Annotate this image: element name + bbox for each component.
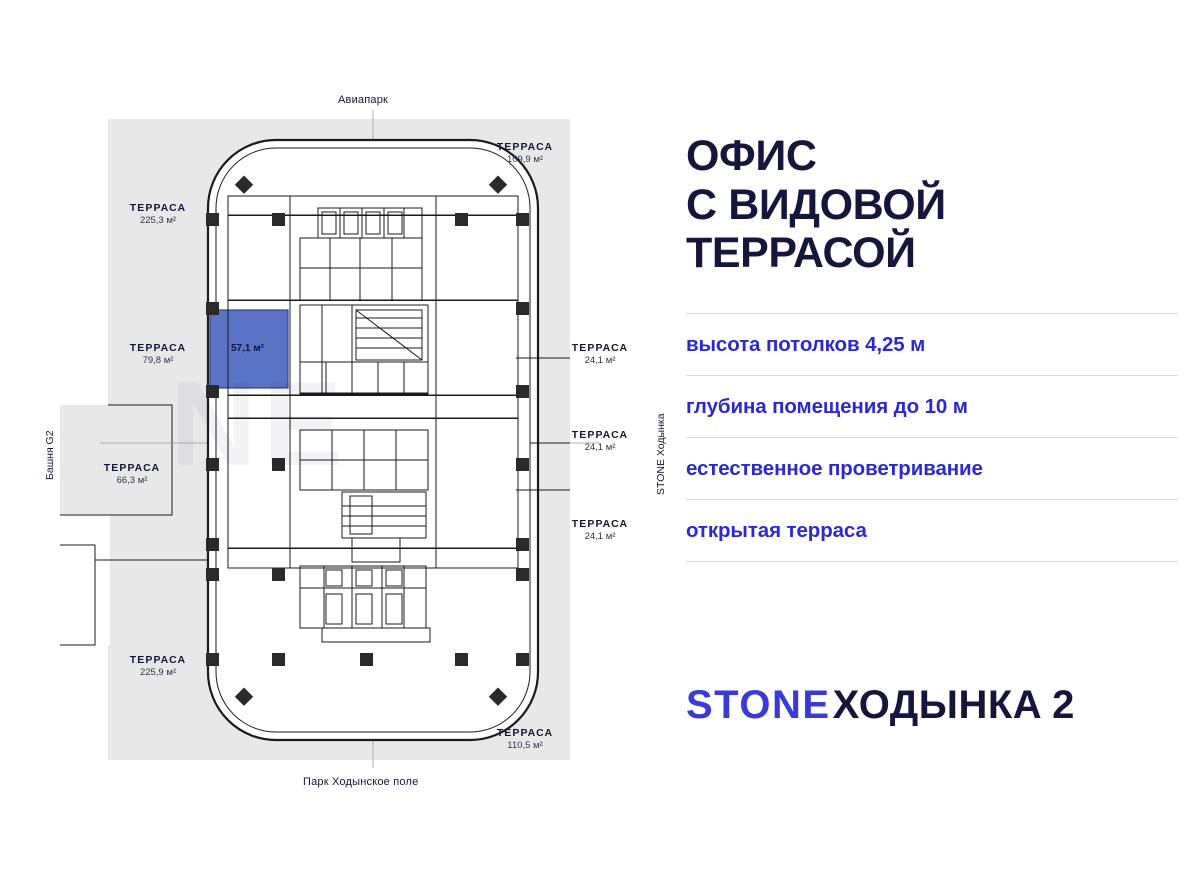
terrace-area: 79,8 м² xyxy=(142,355,174,367)
label-stone-khodynka-axis: STONE Ходынка xyxy=(655,413,667,495)
terrace-label-8 xyxy=(98,653,218,680)
feature-item-room-depth xyxy=(686,375,1178,437)
terrace-zone-left xyxy=(60,405,172,515)
brand-name: ХОДЫНКА xyxy=(832,683,1043,727)
brand-number: 2 xyxy=(1052,683,1075,727)
terrace-label-7 xyxy=(72,461,192,488)
feature-item-ceiling-height xyxy=(686,313,1178,375)
headline-line-2: С ВИДОВОЙ xyxy=(686,180,946,229)
feature-item-open-terrace xyxy=(686,499,1178,562)
terrace-name: ТЕРРАСА xyxy=(496,141,554,153)
terrace-name: ТЕРРАСА xyxy=(129,342,187,354)
terrace-name: ТЕРРАСА xyxy=(129,654,187,666)
terrace-name: ТЕРРАСА xyxy=(129,202,187,214)
terrace-name: ТЕРРАСА xyxy=(571,429,629,441)
terrace-area: 225,3 м² xyxy=(139,215,177,227)
page-title xyxy=(686,132,1186,278)
terrace-label-4 xyxy=(545,341,655,368)
feature-label: открытая терраса xyxy=(686,518,867,542)
selected-unit-area: 57,1 м² xyxy=(231,343,264,354)
label-bashnya-g2: Башня G2 xyxy=(44,430,56,480)
headline-line-3: ТЕРРАСОЙ xyxy=(686,229,916,278)
terrace-area: 66,3 м² xyxy=(116,475,148,487)
building-outline xyxy=(208,140,538,740)
label-park-khodynskoe-pole: Парк Ходынское поле xyxy=(303,776,419,788)
feature-label: глубина помещения до 10 м xyxy=(686,394,968,418)
brand-logo xyxy=(686,683,1074,728)
terrace-label-1 xyxy=(465,140,585,167)
feature-item-natural-ventilation xyxy=(686,437,1178,499)
terrace-area: 24,1 м² xyxy=(584,355,616,367)
terrace-name: ТЕРРАСА xyxy=(496,727,554,739)
feature-label: высота потолков 4,25 м xyxy=(686,332,926,356)
terrace-area: 24,1 м² xyxy=(584,531,616,543)
terrace-label-6 xyxy=(545,517,655,544)
headline-line-1: ОФИС xyxy=(686,132,817,180)
feature-list xyxy=(686,313,1178,562)
terrace-area: 109,9 м² xyxy=(506,154,544,166)
terrace-area: 24,1 м² xyxy=(584,442,616,454)
terrace-label-9 xyxy=(465,726,585,753)
terrace-label-2 xyxy=(98,201,218,228)
label-aviapark: Авиапарк xyxy=(338,94,389,106)
terrace-area: 110,5 м² xyxy=(507,740,543,752)
feature-label: естественное проветривание xyxy=(686,456,983,480)
terrace-name: ТЕРРАСА xyxy=(103,462,161,474)
terrace-name: ТЕРРАСА xyxy=(571,518,629,530)
brand-stone: STONE xyxy=(686,683,831,727)
info-panel xyxy=(686,0,1200,889)
terrace-label-5 xyxy=(545,428,655,455)
terrace-area: 225,9 м² xyxy=(139,667,177,679)
terrace-name: ТЕРРАСА xyxy=(571,342,629,354)
terrace-label-3 xyxy=(98,341,218,368)
